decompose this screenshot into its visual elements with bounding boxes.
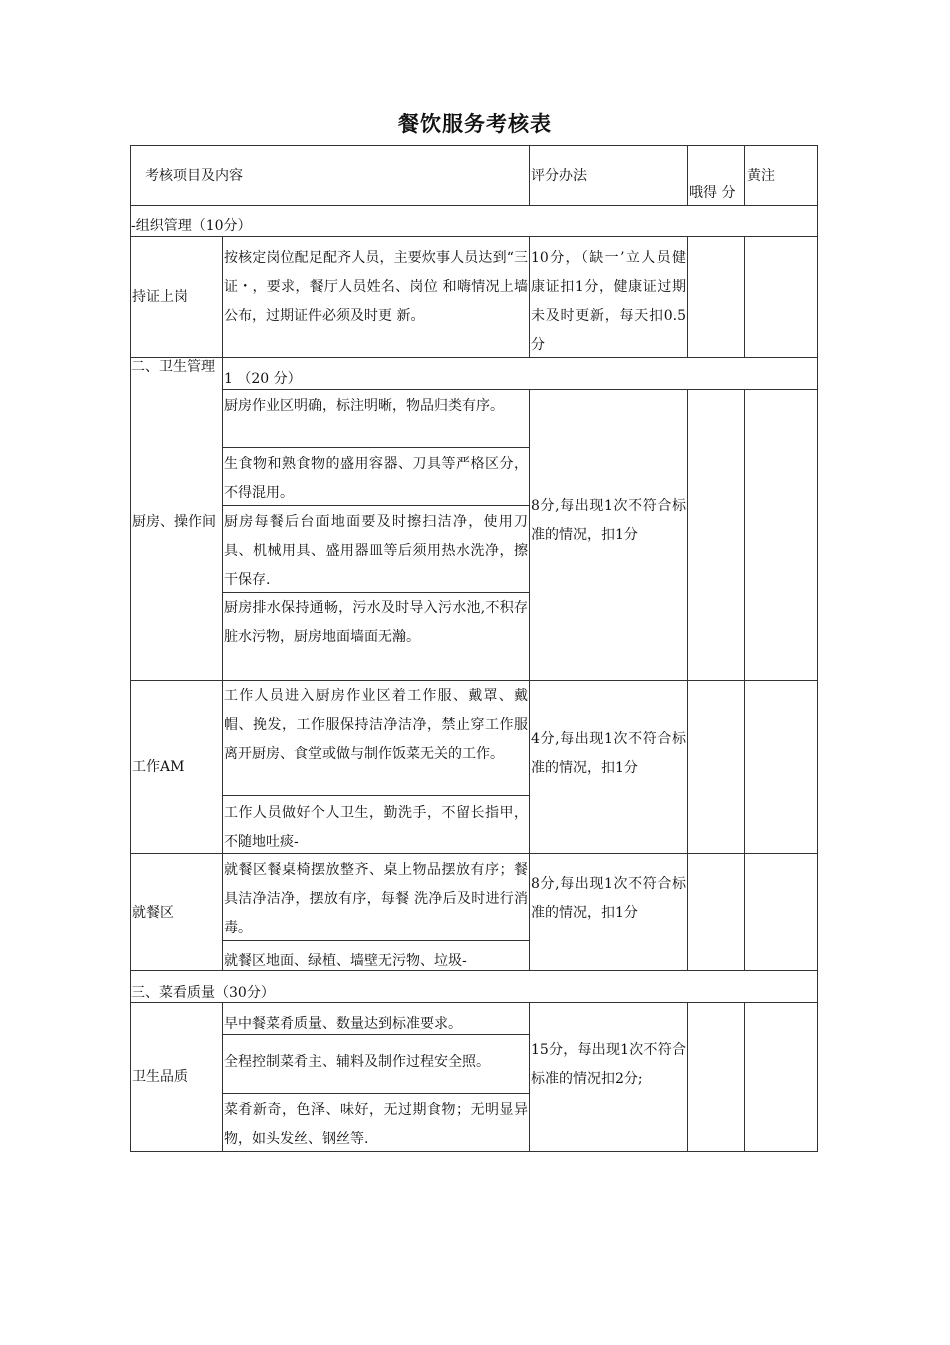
row-dining-item: 就餐区餐桌椅摆放整齐、桌上物品摆放有序；餐具洁净洁净，摆放有序，每餐 洗净后及时进行消毒。 (224, 862, 528, 936)
section-organization: -组织管理（10分） (131, 218, 252, 234)
section-hygiene-label: 二、卫生管理 (131, 359, 215, 375)
row-kitchen-label: 厨房、操作间 (132, 514, 216, 530)
page-title: 餐饮服务考核表 (398, 112, 552, 136)
header-method: 评分办法 (531, 168, 587, 184)
row-quality-label: 卫生品质 (132, 1069, 188, 1085)
row-dining-label: 就餐区 (132, 905, 174, 921)
section-food-quality: 三、菜看质量（30分） (131, 985, 275, 1001)
row-dining-method: 8分,每出现1次不符合标准的情况，扣1分 (531, 876, 686, 921)
row-staff-label: 工作AM (132, 759, 185, 775)
header-note: 黄注 (747, 168, 775, 184)
row-quality-item: 菜肴新奇，色泽、味好，无过期食物；无明显异物，如头发丝、钢丝等. (224, 1102, 528, 1147)
row-kitchen-item: 厨房每餐后台面地面要及时擦扫洁净，使用刀具、机械用具、盛用器皿等后须用热水洗净，擦干保存. (224, 514, 528, 588)
row-quality-item: 全程控制菜肴主、辅料及制作过程安全照。 (224, 1054, 490, 1070)
header-score: 哦得 分 (689, 185, 736, 201)
row-certified-method: 10分，（缺一’立人员健康证扣1分，健康证过期未及时更新，每天扣0.5分 (531, 250, 686, 353)
section-hygiene-score: 1 （20 分） (224, 371, 302, 387)
row-staff-item: 工作人员进入厨房作业区着工作服、戴罩、戴帽、挽发，工作服保持洁净洁净，禁止穿工作服离开厨房、食堂或做与制作饭菜无关的工作。 (224, 688, 528, 762)
header-item: 考核项目及内容 (145, 168, 243, 184)
row-certified-content: 按核定岗位配足配齐人员，主要炊事人员达到“三证・，要求，餐厅人员姓名、岗位 和嗨情况上墙公布，过期证件必须及时更 新。 (224, 250, 528, 324)
row-kitchen-item: 厨房排水保持通畅，污水及时导入污水池,不积存脏水污物，厨房地面墙面无瀚。 (224, 600, 528, 645)
row-staff-method: 4分,每出现1次不符合标准的情况，扣1分 (531, 731, 686, 776)
row-quality-method: 15分，每出现1次不符合标准的情况扣2分; (531, 1042, 686, 1087)
row-staff-item: 工作人员做好个人卫生，勤洗手，不留长指甲，不随地吐痰- (224, 805, 528, 850)
row-kitchen-method: 8分,每出现1次不符合标准的情况，扣1分 (531, 498, 686, 543)
row-quality-item: 早中餐菜肴质量、数量达到标准要求。 (224, 1016, 462, 1032)
row-kitchen-item: 生食物和熟食物的盛用容器、刀具等严格区分，不得混用。 (224, 456, 528, 501)
row-certified-label: 持证上岗 (132, 289, 188, 305)
row-kitchen-item: 厨房作业区明确，标注明晰，物品归类有序。 (224, 398, 504, 414)
row-dining-item: 就餐区地面、绿植、墙壁无污物、垃圾- (224, 953, 467, 969)
